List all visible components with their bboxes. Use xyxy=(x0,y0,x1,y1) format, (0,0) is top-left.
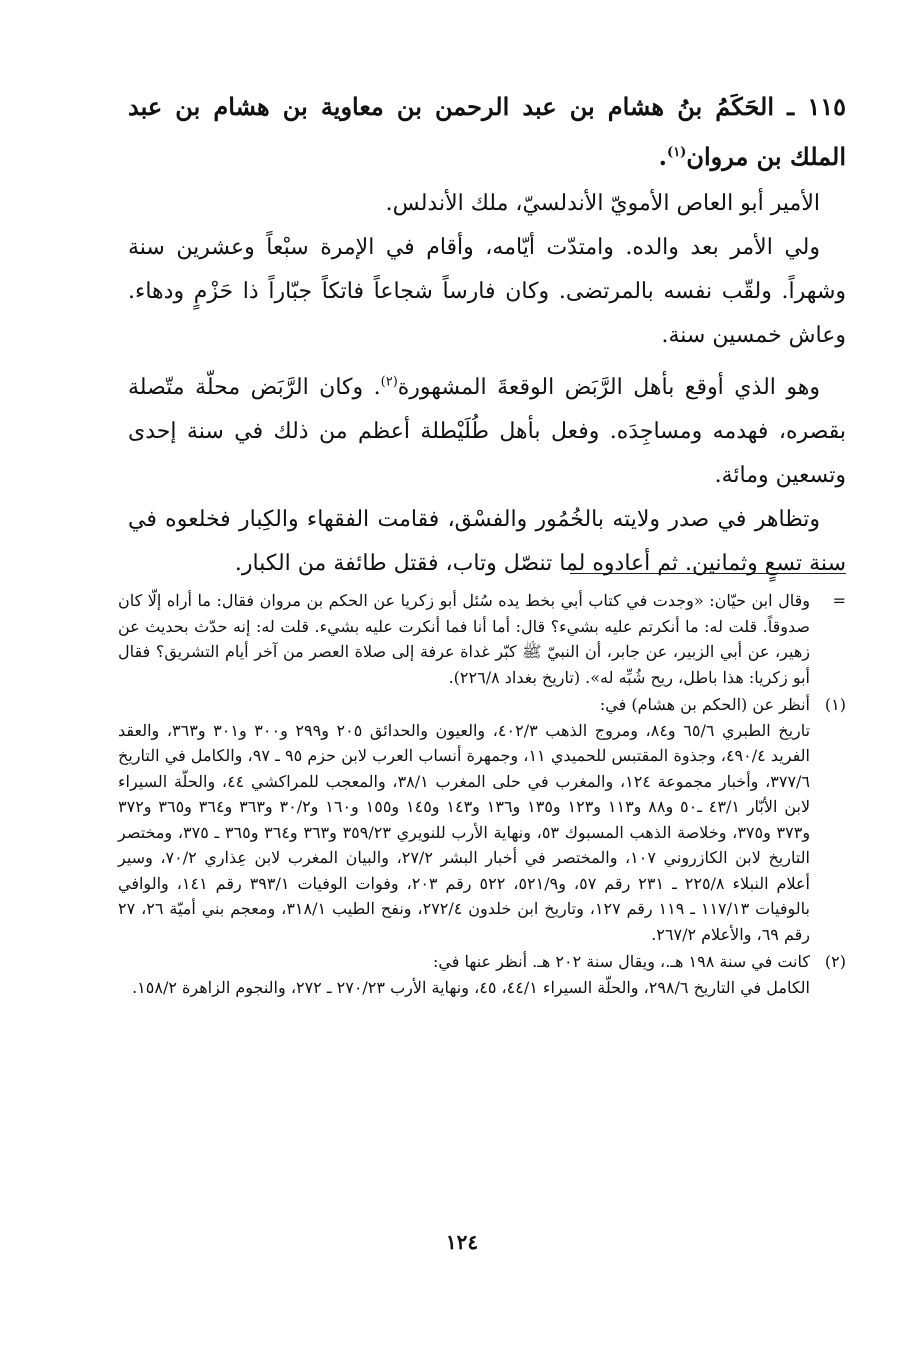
entry-heading-end: . xyxy=(658,142,668,171)
footnotes xyxy=(118,588,846,1000)
paragraph-title: الأمير أبو العاص الأمويّ الأندلسيّ، ملك الأندلس. xyxy=(385,191,820,216)
entry-heading-text: ١١٥ ـ الحَكَمُ بنُ هشام بن عبد الرحمن بن معاوية بن هشام بن عبد الملك بن مروان xyxy=(128,92,846,171)
footnote-text: وقال ابن حيّان: «وجدت في كتاب أبي بخط يده سُئل أبو زكريا عن الحكم بن مروان فقال: ما أراه إلّا كان صدوقاً. قلت له: ما أنكرتم عليه بشيء؟ قال: أما أنا فما أنكرت عليه بشيء. قلت له: إنه حدّث بحديث عن زهير، عن أبي الزبير، عن جابر، أن النبيّ ﷺ كبّر غداة عرفة إلى صلاة العصر من آخر أيام التشريق؟ فقال أبو زكريا: هذا باطل، ريح شُبِّه له». (تاريخ بغداد ٢٢٦/٨). xyxy=(118,591,810,687)
page-number: ١٢٤ xyxy=(445,1230,479,1254)
paragraph-rabad-start: وهو الذي أوقع بأهل الرَّبَض الوقعةَ المشهورة xyxy=(397,375,820,400)
footnote-2 xyxy=(118,949,846,1000)
footnote-text: الكامل في التاريخ ٢٩٨/٦، والحلّة السيراء ٤٤/١، ٤٥، ونهاية الأرب ٢٧٠/٢٣ ـ ٢٧٢، والنجوم الزاهرة ١٥٨/٢. xyxy=(132,977,810,997)
footnote-text: أنظر عن (الحكم بن هشام) في: xyxy=(599,695,810,714)
paragraph-reign: ولي الأمر بعد والده. وامتدّت أيّامه، وأقام في الإمرة سبْعاً وعشرين سنة وشهراً. ولقّب نفسه بالمرتضى. وكان فارساً شجاعاً فاتكاً جبّاراً ذا حَزْمٍ ودهاء. وعاش خمسين سنة. xyxy=(128,235,846,348)
paragraph-rabad-end: . وكان الرَّبَض محلّة متّصلة بقصره، فهدمه ومساجِدَه. وفعل بأهل طُلَيْطلة أعظم من ذلك في سنة إحدى وتسعين ومائة. xyxy=(128,375,846,488)
footnote-1 xyxy=(118,692,846,947)
footnote-marker: = xyxy=(832,591,846,610)
paragraph-rabad xyxy=(128,366,846,498)
footnote-separator xyxy=(570,573,846,574)
footnote-ref-1: (١) xyxy=(667,145,687,160)
footnote-marker: (٢) xyxy=(824,952,846,971)
footnote-ref-2: (٢) xyxy=(380,374,398,390)
footnote-text: كانت في سنة ١٩٨ هـ.، ويقال سنة ٢٠٢ هـ. أنظر عنها في: xyxy=(433,952,810,971)
footnote-text: تاريخ الطبري ٦٥/٦ و٨٤، ومروج الذهب ٤٠٢/٣، والعيون والحدائق ٢٠٥ و٢٩٩ و٣٠٠ و٣٠١ و٣٦٣، والعقد الفريد ٤٩٠/٤، وجذوة المقتبس للحميدي ١١، وجمهرة أنساب العرب لابن حزم ٩٥ ـ ٩٧، والكامل في التاريخ ٣٧٧/٦، وأخبار مجموعة ١٢٤، والمغرب في حلى المغرب ٣٨/١، والمعجب للمراكشي ٤٤، والحلّة السيراء لابن الأبّار ٤٣/١ ـ٥٠ و٨٨ و١١٣ و١٢٣ و١٣٥ و١٣٦ و١٤٣ و١٤٥ و١٥٥ و١٦٠ و٣٠/٢ و٣٦٣ و٣٦٤ و٣٦٥ و٣٧٢ و٣٧٣ و٣٧٥، وخلاصة الذهب المسبوك ٥٣، ونهاية الأرب للنويري ٣٥٩/٢٣ و٣٦٣ و٣٦٤ و٣٦٥ ـ ٣٧٥، ومختصر التاريخ لابن الكازروني ١٠٧، والمختصر في أخبار البشر ٢٧/٢، والبيان المغرب لابن عِذاري ٧٠/٢، وسير أعلام النبلاء ٢٢٥/٨ ـ ٢٣١ رقم ٥٧، و٥٢١/٩، ٥٢٢ رقم ٢٠٣، وفوات الوفيات ٣٩٣/١ رقم ١٤١، والوافي بالوفيات ١١٧/١٣ ـ ١١٩ رقم ١٢٧، وتاريخ ابن خلدون ٢٧٢/٤، ونفح الطيب ٣١٨/١، ومعجم بني أميّة ٢٦، ٢٧ رقم ٦٩، والأعلام ٢٦٧/٢. xyxy=(118,720,811,944)
entry-body xyxy=(128,82,846,586)
paragraph-deposition: وتظاهر في صدر ولايته بالخُمُور والفسْق، فقامت الفقهاء والكِبار فخلعوه في سنة تسعٍ وثمانين. ثم أعادوه لما تنصّل وتاب، فقتل طائفة من الكبار. xyxy=(128,507,846,576)
entry-heading xyxy=(128,82,846,182)
footnote-marker: (١) xyxy=(824,695,846,714)
footnote-continued xyxy=(118,588,846,690)
